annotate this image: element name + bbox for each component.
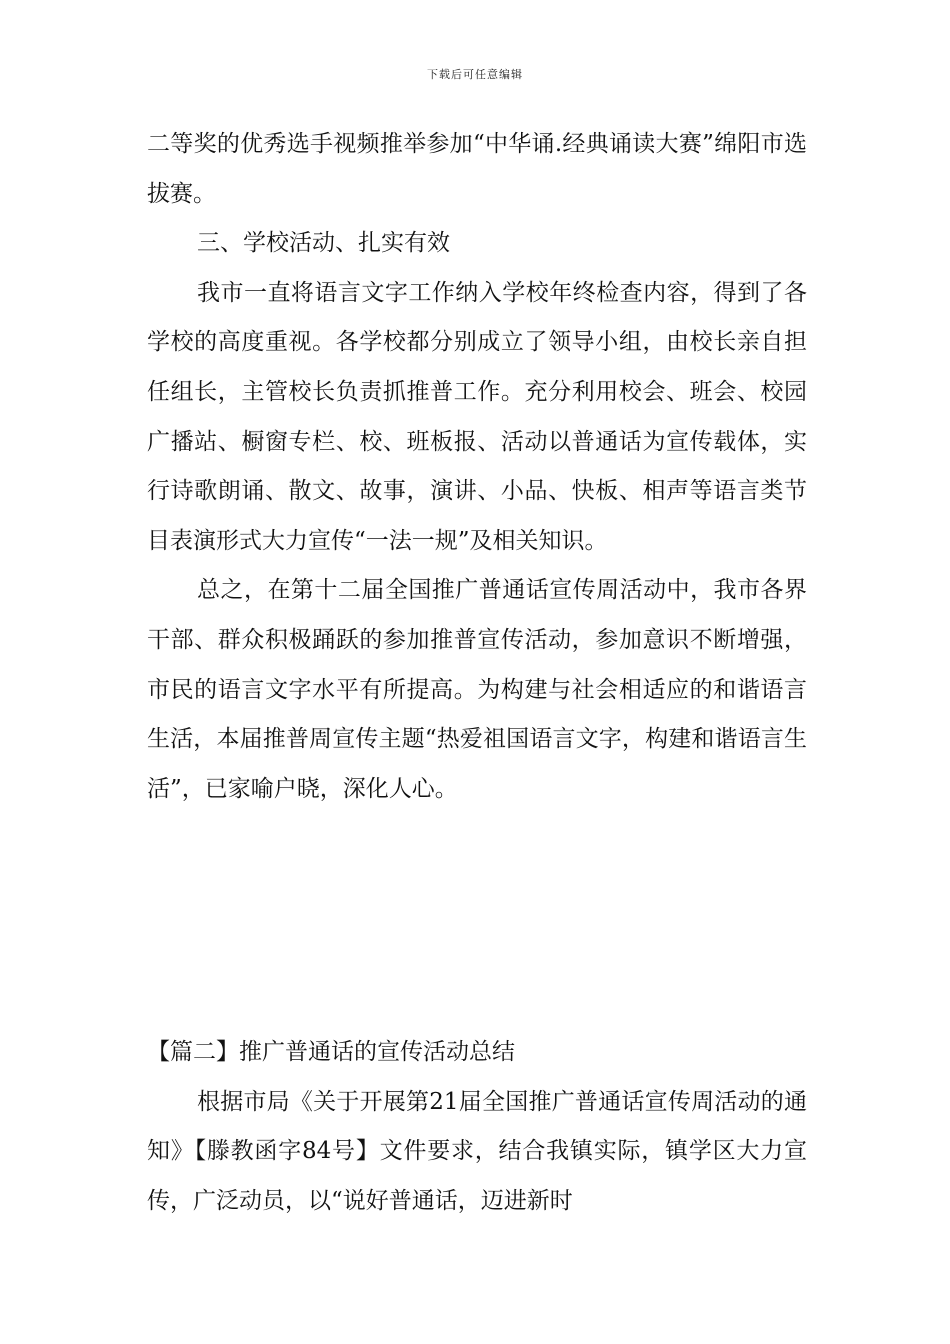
body-text-upper xyxy=(147,120,807,814)
section-subheading: 三、学校活动、扎实有效 xyxy=(197,230,450,257)
paragraph-1: 二等奖的优秀选手视频推举参加“中华诵.经典诵读大赛”绵阳市选拔赛。 xyxy=(147,131,807,207)
paragraph-3: 我市一直将语言文字工作纳入学校年终检查内容，得到了各学校的高度重视。各学校都分别成立了领导小组，由校长亲自担任组长，主管校长负责抓推普工作。充分利用校会、班会、校园广播站、橱窗专栏、校、班板报、活动以普通话为宣传载体，实行诗歌朗诵、散文、故事，演讲、小品、快板、相声等语言类节目表演形式大力宣传“一法一规”及相关知识。 xyxy=(147,279,807,554)
body-text-lower xyxy=(147,1028,807,1226)
paragraph-5: 根据市局《关于开展第21届全国推广普通话宣传周活动的通知》【滕教函字84号】文件要求，结合我镇实际，镇学区大力宣传，广泛动员，以“说好普通话，迈进新时 xyxy=(147,1088,807,1214)
paragraph-4: 总之，在第十二届全国推广普通话宣传周活动中，我市各界干部、群众积极踊跃的参加推普宣传活动，参加意识不断增强，市民的语言文字水平有所提高。为构建与社会相适应的和谐语言生活，本届推普周宣传主题“热爱祖国语言文字，构建和谐语言生活”，已家喻户晓，深化人心。 xyxy=(147,577,807,802)
section-heading: 【篇二】推广普通话的宣传活动总结 xyxy=(147,1039,515,1065)
page-header: 下载后可任意编辑 xyxy=(427,68,523,81)
